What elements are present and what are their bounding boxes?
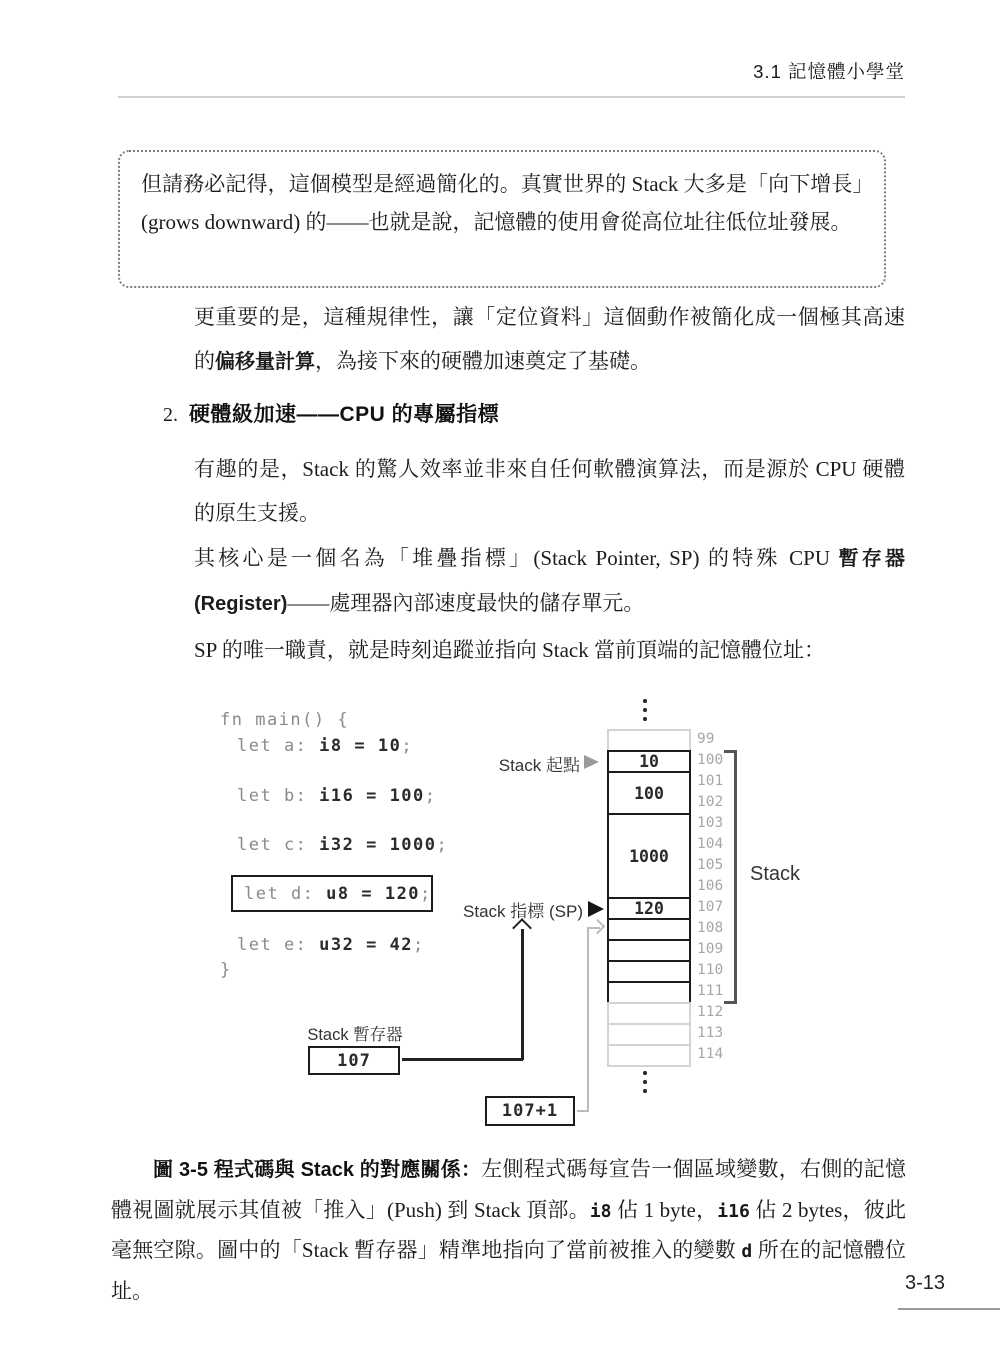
address-label: 109: [697, 941, 724, 957]
address-label: 104: [697, 836, 724, 852]
stack-origin-label: Stack 起點: [498, 756, 580, 775]
para-text: 其核心是一個名為「堆疊指標」(Stack Pointer, SP) 的特殊 CPU: [194, 546, 839, 570]
memory-cell-108: [607, 918, 691, 941]
para-text: 更重要的是，這種規律性，讓「定位資料」這個動作被簡化成一個極其高速的: [194, 305, 905, 373]
address-label: 112: [697, 1004, 724, 1020]
code-decl: let a:: [237, 736, 320, 756]
cell-value: 120: [634, 899, 664, 918]
cell-value: 100: [634, 783, 664, 803]
numbered-heading: [163, 398, 905, 428]
code-decl: let b:: [237, 786, 320, 806]
memory-cell-103-106: [607, 813, 691, 899]
code-value: i8 = 10: [319, 736, 402, 756]
code-text: fn main() {: [220, 710, 350, 730]
figure-caption: [111, 1150, 906, 1311]
page-number: 3-13: [904, 1272, 945, 1294]
inline-bold-register: 暫存器(Register): [194, 548, 906, 615]
code-line-c: [237, 833, 448, 857]
code-decl: let e:: [237, 935, 320, 955]
address-label: 108: [697, 920, 724, 936]
inline-bold-offset: 偏移量計算: [215, 350, 315, 373]
memory-cell-100: [607, 750, 691, 773]
code-value: i32 = 1000: [319, 835, 437, 855]
address-label: 105: [697, 857, 724, 873]
address-label: 111: [697, 983, 724, 999]
code-semi: ;: [420, 884, 432, 904]
code-line-fn-open: [220, 708, 349, 732]
address-label: 103: [697, 815, 724, 831]
register-caption: Stack 暫存器: [307, 1026, 403, 1044]
memory-cell-110: [607, 960, 691, 983]
note-text: 但請務必記得，這個模型是經過簡化的。真實世界的 Stack 大多是「向下增長」(grows downward) 的——也就是說，記憶體的使用會從高位址往低位址發展。: [141, 172, 863, 234]
heading-text: 硬體級加速——CPU 的專屬指標: [189, 403, 500, 426]
memory-cell-111: [607, 981, 691, 1004]
stack-pointer-arrow-icon: [588, 901, 604, 917]
increment-connector-vertical: [587, 927, 589, 1112]
memory-column: [607, 729, 691, 1067]
code-value: i16 = 100: [319, 786, 425, 806]
address-label: 113: [697, 1025, 724, 1041]
note-box: [118, 150, 886, 288]
address-label: 107: [697, 899, 724, 915]
stack-bracket: [724, 750, 737, 1004]
code-semi: ;: [401, 736, 414, 756]
address-label: 106: [697, 878, 724, 894]
top-ellipsis-icon: [643, 699, 647, 721]
para-stack-pointer: [194, 537, 905, 626]
memory-cell-114: [607, 1044, 691, 1067]
caption-lead: 圖 3-5 程式碼與 Stack 的對應關係：: [153, 1159, 482, 1181]
increment-arrowhead-icon: [590, 919, 606, 935]
memory-cell-112: [607, 1002, 691, 1025]
address-label: 114: [697, 1046, 724, 1062]
caption-text: 佔 1 byte，: [611, 1197, 718, 1222]
memory-cell-99: [607, 729, 691, 752]
code-decl: let c:: [237, 835, 320, 855]
address-label: 102: [697, 794, 724, 810]
code-line-d: [244, 882, 432, 906]
caption-text: 佔 2 bytes，彼此毫無空隙。圖中的「Stack 暫存器」精準地指向了當前被推入的變數: [111, 1197, 906, 1262]
code-text: }: [220, 960, 232, 980]
sp-connector-vertical: [521, 929, 524, 1060]
increment-value: 107+1: [501, 1101, 559, 1121]
register-value: 107: [337, 1050, 371, 1071]
header-section-title: 3.1 記憶體小學堂: [753, 61, 905, 82]
para-cpu-native: 有趣的是，Stack 的驚人效率並非來自任何軟體演算法，而是源於 CPU 硬體的原生支援。: [194, 457, 905, 525]
caption-text: 所在的記憶體位址。: [111, 1238, 907, 1303]
caption-text: 左側程式碼每宣告一個區域變數，右側的記憶體視圖就展示其值被「推入」(Push) 到 Stack 頂部。: [111, 1157, 906, 1222]
code-semi: ;: [436, 835, 449, 855]
caption-mono-d: d: [741, 1241, 753, 1262]
heading-number: 2.: [163, 404, 178, 426]
caption-mono-i16: i16: [717, 1200, 750, 1222]
increment-box: [485, 1096, 575, 1126]
header-rule: [118, 96, 905, 98]
cell-value: 1000: [629, 846, 669, 866]
code-line-b: [237, 784, 437, 808]
para-text: ——處理器內部速度最快的儲存單元。: [287, 590, 645, 615]
stack-bracket-label: Stack: [750, 863, 801, 885]
para-sp-duty: SP 的唯一職責，就是時刻追蹤並指向 Stack 當前頂端的記憶體位址：: [194, 638, 825, 662]
caption-mono-i8: i8: [589, 1200, 612, 1222]
address-label: 101: [697, 773, 724, 789]
address-label: 110: [697, 962, 724, 978]
code-line-a: [237, 734, 413, 758]
address-label: 99: [697, 731, 715, 747]
stack-origin-arrow-icon: [584, 755, 599, 769]
code-semi: ;: [424, 786, 437, 806]
memory-cell-113: [607, 1023, 691, 1046]
memory-cell-101-102: [607, 771, 691, 815]
address-label: 100: [697, 752, 724, 768]
code-line-close: [220, 958, 232, 982]
code-semi: ;: [413, 935, 425, 955]
code-line-e: [237, 933, 425, 957]
register-box: [308, 1046, 400, 1075]
memory-cell-107: [607, 897, 691, 920]
memory-cell-109: [607, 939, 691, 962]
code-value: u32 = 42: [319, 935, 414, 955]
sp-connector-horizontal: [402, 1058, 523, 1061]
code-value: u8 = 120: [326, 884, 421, 904]
bottom-ellipsis-icon: [643, 1071, 647, 1093]
para-offset-calc: [194, 296, 905, 384]
para-text: ，為接下來的硬體加速奠定了基礎。: [315, 348, 651, 373]
code-decl: let d:: [244, 884, 327, 904]
cell-value: 10: [639, 752, 659, 771]
stack-pointer-label: Stack 指標 (SP): [463, 902, 583, 921]
footer-rule: [898, 1308, 1000, 1310]
